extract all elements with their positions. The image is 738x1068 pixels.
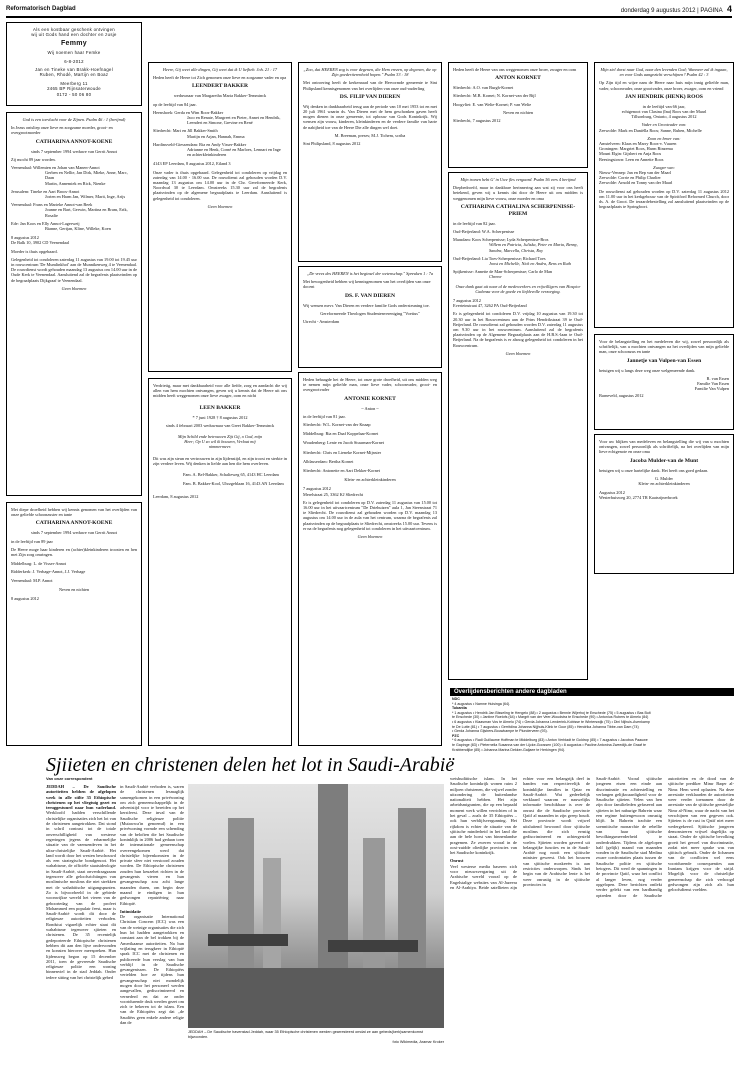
family-heading: Vader en Grootvader van:	[641, 122, 687, 128]
family-line: Veenendaal: Willemien en Johan van Manen-Annot	[11, 165, 100, 171]
kerkenraad-notice-van-dieren	[298, 62, 442, 262]
obituary-footer: Geen bloemen	[207, 203, 233, 209]
family-line: Jaco en Renate, Margreet en Pieter, Annet en Hendrik, Leendert en Simone, Grevine en René	[187, 115, 282, 126]
page-date-number: donderdag 9 augustus 2012 | PAGINA 4	[620, 4, 732, 14]
obituaries-source: Tubantia	[452, 706, 467, 711]
family-line: Neven en nichten	[502, 109, 534, 115]
obituary-leendert-bakker	[148, 62, 292, 372]
obituary-text: Er is gelegenheid tot condoleren op D.V. zaterdag 11 augustus van 15.00 tot 16.00 uur in het uitvaartcentrum "De Driehuizen" aula 1, Jan Steenstraat 71 te Sliedrecht. De rouwdienst zal gehouden worden op D.V. maandag 13 augustus om 14.00 uur in de aula van het centrum, waarna de begrafenis zal plaatsvinden op de begraafplaats te Sliedrecht, omstreeks 15.00 uur. Tevens is er na de begrafenis nog gelegenheid tot condoleren in het uitvaartcentrum.	[303, 499, 437, 531]
family-line: Veenendaal: M.P. Annot	[11, 577, 53, 583]
photo-road	[188, 968, 444, 1028]
obituary-since: sinds 7 september 1994 weduwe van Gerrit Annot	[30, 530, 118, 536]
family-line: Hardinxveld-Giessendam: Ria en Andy Visser-Bakker	[153, 141, 247, 147]
family-line: Zeewolde: Mark en Daniëlla Roos; Sanne, Ruben, Michelle	[599, 127, 702, 133]
family-line: Alblasserdam: Bertha Kornet	[303, 458, 354, 464]
family-line: Ede: Jan Koos en Elly Annot-Lagerweij	[11, 220, 80, 226]
obituary-intro: Met ontroering heeft de kerkenraad van de Hervormde gemeente te Sint Philipsland kennisgenomen van het overlijden van onze oud-ouderling	[303, 80, 437, 91]
family-line: Martin, Annemiek en Rick, Nienke	[45, 180, 106, 186]
obituary-text: Dit was zijn steun en vertrouwen in zijn lijdenstijd, en zijn troost en sterkte in zijn verdere leven. Wij denken in liefde aan hen die hem overleven.	[153, 455, 287, 466]
obituary-signature: Gereformeerde Theologen Studentenvereniging "Voetius"	[320, 310, 420, 316]
article-column-6	[450, 776, 590, 1062]
obituaries-line: * 4 augustus • Namne Huisinga (64).	[452, 701, 511, 706]
obituary-intro: Verdrietig, maar met dankbaarheid voor alle liefde, zorg en aandacht die wij allen van hem mochten ontvangen, geven wij u kennis dat de Heere uit ons midden heeft weggenomen onze lieve zwager, oom en nicht	[153, 383, 287, 399]
thanks-intro: Voor de belangstelling en het medeleven die wij, zowel persoonlijk als schriftelijk, van u mochten ontvangen na het overlijden van mijn geliefde man, onze schoonzus en tante	[599, 339, 729, 355]
family-line: Middelburg: L. de Visser-Annot	[11, 561, 67, 567]
birth-date: 6-8-2012	[64, 58, 84, 64]
deceased-name: CATHARINA ANNOT-KOENE	[35, 520, 113, 527]
photo-road-sign	[208, 934, 288, 946]
thanks-signature: R. van Essen	[706, 375, 729, 381]
birth-siblings: Ruben, Rhodé, Martijn en Boaz	[39, 72, 109, 78]
birth-line: Wij noemen haar Femke	[47, 50, 101, 56]
newspaper-name: Reformatorisch Dagblad	[6, 6, 76, 12]
obituary-anton-kornet	[448, 62, 588, 168]
obituary-since: sinds 7 september 1994 weduwe van Gerrit Annot	[30, 148, 118, 154]
obituary-annot-koene-family	[6, 502, 142, 746]
family-line: Veenendaal: Frans en Marieke Annot-van Beek	[11, 202, 93, 208]
article-photo-jeddah	[188, 784, 444, 1028]
family-line: Maasdam: Koos Scherpenisse; Lyda Scherpenisse-Bros	[453, 237, 549, 243]
page-masthead	[6, 4, 732, 18]
obituaries-line: • 6 augustus • Klaasman Vos te Almelo (74) • Gerda Johanna Lenderink-Kobisse te Winterswijk (75) • Dini Nijhuis-Avenkamp	[452, 719, 650, 724]
obituary-footer: Geen bloemen	[505, 350, 531, 356]
voetius-notice-van-dieren	[298, 266, 442, 368]
page-label: PAGINA	[700, 8, 723, 14]
obituary-footer: Geen bloemen	[357, 534, 383, 540]
obituary-date: 7 augustus 2012	[453, 298, 481, 304]
family-line: Adrianne en Henk, Corné en Marloes, Lennart en Inge	[187, 147, 281, 153]
obituary-intro: Met bewogenheid hebben wij kennisgenomen van het overlijden van onze docent	[303, 279, 431, 290]
family-line: Spijkenisse: Annette de Man-Scherpenisse; Carlo de Man	[453, 269, 553, 275]
photo-tower	[263, 858, 281, 968]
article-headline: Sjiieten en christenen delen het lot in Saudi-Arabië	[46, 754, 455, 776]
family-line: Amstelveen: Klaas en Marry Roos-v. Vuuren	[599, 141, 677, 147]
family-line: Zeewolde: Corrie en Philip Charlier	[599, 175, 661, 181]
birth-phone: 0172 - 50 06 80	[56, 91, 92, 97]
obituary-intro: Met diepe droefheid hebben wij kennis genomen van het overlijden van onze geliefde schoonzuster en tante	[11, 507, 137, 518]
family-line: Sliedrecht: A.O. van Burgh-Kornet	[453, 85, 514, 91]
obituary-since: sinds 4 februari 2003 weduwnaar van Greet Bakker-Temminck	[165, 422, 275, 428]
family-heading: Zwager van:	[653, 164, 675, 170]
family-line: Middelburg: Ria en Daaf Koppelaar-Kornet	[303, 431, 379, 437]
thanks-signature: Klein- en achterkleinkinderen	[638, 481, 690, 487]
obituaries-line: te Enschede (30) • Jantine Roelofs (64) • Margrit van der Veer-Woudstra te Enschede (90) • Antonius Rubers te Almelo (84)	[452, 715, 649, 720]
obituaries-body	[450, 696, 734, 753]
obituary-age: in de leeftijd van 66 jaar,	[642, 103, 686, 109]
obituary-quote: Mijn tranen hebt G' in Uwe fles vergaard. Psalm 56 vers 4 berijmd	[460, 177, 576, 182]
deceased-nickname: ~ Anton ~	[361, 405, 379, 411]
obituaries-line: • Gerda Johanna Gijsbers-Bouwkampe te Plunderveen (93).	[452, 729, 548, 734]
obituary-quote: „Zoo, dat HEEREN zog is voor degenen, die Hem vrezen, op degenen, die op Zijn goedertierenheid hopen." Psalm 33 : 18	[303, 67, 437, 78]
family-line: Oud-Beijerland: Lia Toes-Scherpenisse; Richard Toes	[453, 255, 546, 261]
photo-road-sign	[328, 940, 418, 952]
obituary-age: op de leeftijd van 84 jaar.	[153, 101, 197, 107]
article-lead: JEDDAH – De Saudische autoriteiten hebben de afgelopen week in alle stilte 35 Ethiopische christenen op het vliegtuig gezet en teruggestuurd naar hun vaderland.	[46, 784, 116, 811]
obituary-intro: Heden heeft de Heere van ons weggenomen onze broer, zwager en oom	[453, 67, 577, 72]
family-line: Gerben en Nellie, Jan Dirk, Mieke, Anne, Marc, Daan	[45, 170, 129, 181]
thanks-intro: Voor uw blijken van medeleven en belangstelling die wij van u mochten ontvangen, zowel persoonlijk als schriftelijk, na het overlijden van mijn lieve echtgenote en onze oma	[599, 439, 729, 455]
family-line: Willem en Patricia, Juliska, Peter en Maria, Benny, Sandra, Marcella, Christa, Roy	[489, 242, 579, 253]
obituary-date: 8 augustus 2012	[11, 235, 39, 241]
family-line: Heenshoek: Gerda en Wim Roos-Bakker	[153, 109, 224, 115]
deceased-name: Jannetje van Vulpen-van Essen	[626, 357, 702, 364]
family-line: Bianne, Gertjan, Kline, Willeke, Koen	[45, 226, 111, 232]
family-line: Nieuw-Vennep: Jan en Bep van der Maarl	[599, 170, 672, 176]
thanks-van-vulpen	[594, 334, 734, 430]
deceased-name: DS. FILIP VAN DIEREN	[339, 93, 401, 100]
obituary-age: in de leeftijd van 89 jaar	[11, 538, 53, 544]
obituary-age: Zij mocht 89 jaar worden.	[11, 156, 56, 162]
obituary-address: De Balk 10, 3902 CD Veenendaal	[11, 240, 70, 246]
obituaries-line: * 6 augustus • Radi Guillaume Hoffman te Middelburg (83) • Anton Verbladt te Goldrop (85) • 7 augustus • Jacobus Paauwe	[452, 738, 648, 743]
photo-caption-text: JEDDAH – De Saudische havenstad Jeddah, waar 35 Ethiopische christenen werden gearresteerd omdat ze aan gebeds(kerk)samenkomst bijwoonden.	[188, 1030, 423, 1039]
obituary-intro: Diepbedroefd, maar in dankbare herinnering aan wat zij voor ons heeft betekend, geven wij u kennis dat door de Heere uit ons midden is weggenomen mijn lieve vrouw, onze moeder en oma	[453, 185, 583, 201]
family-line: Klein- en achterkleinkinderen	[344, 477, 396, 483]
obituary-date: 8 augustus 2012	[11, 596, 39, 602]
obituary-footer: Geen bloemen	[61, 285, 87, 291]
obituaries-line: * 1 augustus • Hendrik Jan Bisseling te Hengelo (88) • 2 augustus • Bennie Wijerhoj te Enschede (75) • 5 augustus • Bas Bult	[452, 710, 651, 715]
article-column-2	[120, 784, 184, 1038]
article-body: Werkloofd hadden verschillende christelijke organisaties zich het lot van de christenen aangetrokken. Dat stond in schril contrast tot de totale onverschilligheid van westerse regeringen jegens de erbarmelijke situatie van de vaensendeven in het ultra-christelijke Saudi-Arabië. Het land wordt door het westen beschouwd als een strategische bondgenoot. Het wahabisme, de officiële staatsideologie in Saudi-Arabië, staat onverdraagzaam tegenover alle geloofsrichtingen van moslimische moslims die niet strekken met de wahabitische uitgangspunten. Zo is bijvoorbeeld in de gebiede woonwijkse wereld het vieren van de geboortedag van de profeet Mohammed een populair feest, maar is Saudi-Arabië wordt dit door de religieuze autoriteiten verboden. Rondsiut vigarelijk echter staat dit wahabisme tegenover sjiieten en christenen. De 35 recentelijk gedeporteerde Ethiopische christenen hebben dit aan den lijve ondervonden en konsten hierover meespreken. Hun lijdensweg begon op 15 december 2011, toen de gevreesde Saudische religieuze politie een woning binnenviel in de stad Jeddah. Onder iedere sitting van het christelijk gebed	[46, 810, 116, 980]
deceased-name: CATHARINA ANNOT-KOENE	[35, 138, 113, 145]
family-line: Oud-Beijerland: W.A. Scherpenisse	[453, 229, 515, 235]
page-date: donderdag 9 augustus 2012	[620, 8, 696, 14]
deceased-name: DS. F. VAN DIEREN	[344, 292, 396, 299]
family-line: Fam. A. Bel-Bakker, Schalieweg 65, 4143 HC Leerdam	[183, 472, 279, 478]
obituary-text: Wij denken in dankbaarheid terug aan de periode van 10 mei 1953 tot en met 20 juli 1961 waarin ds. Van Dieren met de hem geschonken gaven heeft mogen dienen in onze gemeente, tot opbouw van Gods Koninkrijk. Wij wensen zijn vrouw, kinderen, kleinkinderen en de verdere familie van harte de nabijheid toe van de Heere Die alle dingen wel doet.	[303, 103, 437, 130]
obituary-address: Merelstraat 25, 3362 KJ Sliedrecht	[303, 491, 364, 497]
family-line: Chrene	[489, 274, 502, 280]
obituary-intro: Heden behaagde het de Heere, tot onze grote droefheid, uit ons midden weg te nemen mijn geliefde man, onze lieve vader, schoonvader, groot- en overgrootvader	[303, 377, 437, 393]
deceased-name: Jacoba Mulder-van de Munt	[629, 457, 699, 464]
birth-address: Meerberg 11	[60, 81, 88, 87]
obituary-address: 4143 EP Leerdam, 8 augustus 2012, Eiland 3	[153, 161, 231, 167]
obituary-age: in de leeftijd van 81 jaar.	[303, 413, 346, 419]
obituary-quote: Mijn ziel dorst naar God, naar den levenden God; Wanneer zal ik ingaan, en voor Gods aangezicht verschijnen? Psalm 42 : 3	[600, 67, 728, 78]
thanks-signature: G. Mulder	[655, 475, 673, 481]
family-line: Jorien en Harm Jan, Wilmer, Marit, Inge, Arijs	[45, 194, 126, 200]
other-newspaper-obituaries	[450, 688, 734, 750]
obituary-text: De Heere moge haar kinderen en (achter)kleinkinderen troosten en hen met Zijn zorg omringen.	[11, 546, 137, 558]
obituary-annot-koene	[6, 112, 142, 496]
obituary-date: Sliedrecht, 7 augustus 2012	[453, 118, 501, 124]
birth-parents: Jan en Tineke van Brakk-Hoefnagel	[35, 66, 113, 72]
birth-announcement	[6, 22, 142, 106]
obituary-address: Everteinstraat 47, 3262 PA Oud-Beijerland	[453, 303, 527, 309]
obituaries-source: NDC	[452, 697, 460, 701]
family-line: Hoogvliet: E. van Welie-Kornet; P. van Welie	[453, 101, 532, 107]
family-line: Mount Elgin: Gijsbert en Anja Roos	[599, 151, 662, 157]
obituary-text: Gelegenheid tot condoleren zaterdag 11 augustus van 19.00 tot 19.45 uur in rouwcentrum 'De Mumlinkhof' aan de Munnikenweg 4 te Veenendaal. De rouwdienst wordt gehouden maandag 13 augustus om 14.00 uur in de Oude Kerk te Veenendaal. Aansluitend zal de begrafenis plaatsvinden op de begraafplaats Dijkgraaf te Veenendaal.	[11, 256, 137, 283]
obituary-scherpenisse-priem	[448, 172, 588, 680]
article-body: De organisatie International Christian Concern (ICC) was een van de weinige organisaties die zich hun lot hadden aangetrokken en constant aan de bel trokken bij de Amerikaanse autoriteiten. Na hun vrijlating en terugkeer in Ethiopië sprak ICC met de christenen en publiceerde hun verslag van hun verblijf in de Saudische gevangenissen. De Ethiopiërs vertelden hoe ze tijdens hun gevangenschap niet mondelijk mogen door het personeel werden aangevallen, gediscrimineerd en vernederd en dat ze onder voortdurende druk werden gezet om zich te bekeren tot de islam. Een van de Ethiopiërs zegt dat „de Saudiërs geen enkele andere religie dan de	[120, 914, 184, 1026]
birth-line: wij uit Gods hand een dochter en zusje	[31, 32, 117, 38]
obituary-quote: God is een toevlucht voor de Zijnen. Psalm 46 : 1 (berijmd)	[22, 117, 126, 122]
obituary-leen-bakker	[148, 378, 292, 746]
obituary-age: in de leeftijd van 82 jaar.	[453, 220, 496, 226]
page-number: 4	[726, 4, 732, 14]
thanks-signature: Familie Van Vulpen	[694, 386, 729, 392]
obituaries-header: Overlijdensberichten andere dagbladen	[450, 688, 734, 696]
article-column-7	[596, 776, 734, 1062]
obituary-text: Onze vader is thuis opgebaard. Gelegenheid tot condoleren op vrijdag en zaterdag van 14.00 - 16.00 uur. De rouwdienst zal gehouden worden D.V. maandag 13 augustus om 14.00 uur in de Chr. Gereformeerde Kerk, Noordwal 30 te Leerdam. Omstreeks 15.30 uur zal de begrafenis plaatsvinden op de algemene begraafplaats te Leerdam. Aansluitend is gelegenheid tot condoleren.	[153, 169, 287, 201]
article-body: in Saudi-Arabië verboden is, waren de christenen lesmaglijk samengekomen in een privéwoning om zich gemeenschappelijk in de adventstijd voor te bereiden op het kerstfeest. Deze inval van de Saudische religieuze politie (Mutawwa'in genoemd) in een privéwoning vormde een schending van de beloften die het Saudische koninklijk in 2006 had gedaan toen de internationale gemeenschap overeengekomen werd dat christelijke bijeenkomsten in de private sfeer niet verstoord zouden worden. De Ethiopische christenen zouden hun keuzehet richten in de gevangenis vieren en hun gevangenschap zou acht lange maanden duren, om begin deze maand te eindigen in hun gedwongen repatriëring naar Ethiopië.	[120, 784, 184, 906]
family-line: Sliedrecht: Chris en Lieneke Kornet-Mijnster	[303, 449, 382, 455]
article-body: Veel westerse media baseren zich voor nieuwsvergaring uit de Arabische wereld vooral op de Engelstalige websites van Al-Jazeera en Al-Arabiya. Beide satellieten zijn echter voor een belangrijk deel in handen van respectievelijk de koninklijke families in Qatar en Saudi-Arabië. Wat gedeeltelijk verklaard waarom er nauwelijks informatie beschikbaar is over de onrust die de Saudische provincie Qatif al maanden in zijn greep houdt. Deze provincie wordt vrijwel uitsluitend bewoond door sjiitische moslims die zich ernstig gediscrimineerd en achtergesteld voelen. Sjiieten worden gaveerd uit belangrijke functies en in de Saudi-Arabië nog nooit een sjiitische minister geweest. Ook het bouwen van sjiitische moskeeën is aan restricties onderworpen. Sinds het begin van de Arabische lente is het weer onrustig in de sjiitische provincies in	[450, 776, 590, 890]
obituary-intro: Op Zijn tijd en wijze nam de Heere naar huis mijn innig geliefde man, vader, schoonvader, onze grootvader, onze broer, zwager, oom en vriend	[599, 80, 729, 91]
family-line: Sliedrecht: Antonette en Aart Dekker-Kornet	[303, 468, 380, 474]
obituary-signature: M. Breeman, preses; M.J. Tichem, scriba	[334, 132, 406, 138]
obituary-antonie-kornet	[298, 372, 442, 746]
obituary-jan-hendrik-roos	[594, 62, 734, 328]
article-body: Saudi-Arabië. Vooral sjiitische jongeren eisen een einde aan discriminatie en achterstelling en verlangen gelijkwaardigheid voor de Saudische sjiieten. Velen van hen zijn door familieleden gefaseerd aan sjiieten in het naburige Bahrein waar een regime buitengewoon onrustig blijft. In Bahrein trachtte een soennitische monarchie de rebellie van haar sjiitische bevolkingsmeerderheid te onderdrukken. Tijdens de afgelopen half (gelijk) maand van maanden vonden in de Saudische stad Medina zware confrontaties plaats tussen de Saudische politie en sjiitische betogers. Dit werd de spanningen in de provincie Qatif, waar het conflict al langer leven, nog verder opgelopen. Deze berichten ontlekt verder gelekt van een hardhandig optreden door de Saudische autoriteiten en de dood van de sjiitische prediker Mimr Baqer al-Nimr. Hem werd oplaaien. Na deze arrestatie verklaarden de autoriteiten weer verder toenamen door de arrestatie van de sjiitische geestelijke Nimr al-Nimr, waar de nacht van het verschijnen van een gegeven ook. Sjiieten is de rust in Qatif niet meer wedergekeerd. Sjiitische jongeren demonstreren vrijwel dagelijks op straat. Onder de sjiitische bevolking groeit het gevoel van discriminatie, zodat niet meer sprake was van sjiitisch gebruik. Onder de lichamen van de conflicten wel eens voortdurende consequenties aan Iranians krijgen voor de strijd. Mogelijk voor de christelijke gemeenschap die zich verhoogd gedwongen zijn zich als hun geloofsdienst voelden.	[596, 776, 734, 898]
family-line: Sliedrecht: M.B. Kornet; N. Kornet-van der Bijl	[453, 93, 536, 99]
obituary-date: Sint Philipsland, 8 augustus 2012	[303, 141, 361, 147]
article-subheading: Intimidatie	[120, 908, 141, 914]
article-body: wetsbudittische islam. In het Saudische koninkrijk wonen ruim 2 miljoen christenen, die vrijwel zonder uitzondering de buitenlandse nationaliteit hebben. Het zijn arbeidsmigranten, die op een bepaald moment werk willen verrichten of in het geval – zoals de 35 Ethiopiërs – ook hun verblijfsvergunning. Het rijkdom is echter de situatie van de sjiitische minderheid in het land die aan de hele horst van binnenlandse pragemen. Ze zweren vooral in de oost-zuidde oliedijke provincies van het Saudische koninkrijk.	[450, 776, 517, 856]
article-column-1	[46, 784, 116, 980]
family-line: Fam. B. Bakker-Kool, Uhrzgeblaan 16, 4143 AN Leerdam	[183, 481, 284, 487]
birth-address: 2465 BP Rijnsaterwoude	[47, 86, 101, 92]
obituary-intro: Heden heeft de Heere tot Zich genomen onze lieve en zorgzame vader en opa	[153, 75, 287, 81]
thanks-mulder	[594, 434, 734, 574]
obituaries-line: te Gapinge (83) • Pieternella Susanna van der Lijcke-Goossen (100) • 8 augustus • Pauline Antonina Zweedijk-de Graaf te	[452, 742, 646, 747]
obituary-text: Wij wensen mevr. Van Dieren en verdere familie Gods ondersteuning toe.	[303, 302, 430, 308]
obituary-note: Onze dank gaat uit naar al de medewerkers en vrijwilligers van Hospice Cadenza voor de goede en liefdevolle verzorging.	[455, 283, 581, 294]
obituary-quote: „De vrees des HEEREN is het beginsel der wetenschap." Spreuken 1 : 7a	[306, 271, 434, 276]
obituary-intro: In Jezus ontsliep onze lieve en zorgzame moeder, groot- en overgrootmoeder	[11, 125, 113, 136]
obituary-since: weduwnaar van Margaretha Maria Bakker-Temminck	[173, 93, 267, 99]
family-line: Sliedrecht: Mari en Jill Bakker-Smith	[153, 128, 218, 134]
family-line: Woudenberg: Lenie en Jacob Stuurman-Kornet	[303, 440, 384, 446]
thanks-text: betuigen wij u onze hartelijke dank. Het heeft ons goed gedaan.	[599, 467, 709, 473]
obituary-quote: Heere, Gij weet alle dingen, Gij weet dat ik U liefheb. Joh. 21 : 17	[162, 67, 278, 72]
obituary-date: Leerdam, 8 augustus 2012	[153, 494, 199, 500]
obituary-date: 7 augustus 2012	[303, 486, 331, 492]
baby-name: Femmy	[60, 40, 87, 48]
family-line: Martijn en Arjan, Hannah, Emma	[187, 133, 245, 139]
birth-line: Als een kostbaar geschenk ontvingen	[33, 27, 115, 32]
deceased-name: LEENDERT BAKKER	[191, 83, 249, 90]
obituaries-source: PZC	[452, 733, 460, 738]
deceased-name: ANTONIE KORNET	[344, 395, 396, 402]
family-line: Joost en Michelle, Nick en Andra, Rens en Ruth	[489, 261, 572, 267]
family-line: Groningen: Margriet Roos, Harm Rinzema	[599, 146, 673, 152]
photo-caption	[188, 1030, 444, 1044]
family-line: Zeewolde: Arnold en Tonny van der Maarl	[599, 180, 673, 186]
obituaries-line: Krabbendijke (85) • Johanna Marina Dekker-Galjaee te Herkingen (94).	[452, 747, 566, 752]
obituary-place: Tillsonburg, Ontario, 4 augustus 2012	[631, 114, 697, 120]
thanks-date: Augustus 2012	[599, 490, 625, 496]
thanks-signature: Familie Van Essen	[697, 381, 729, 387]
family-line: Sliedrecht: W.L. Kornet-van der Knaap	[303, 422, 371, 428]
family-line: Joanne en Bart, Gerwin, Martina en Bram, Erik, Rosalie	[45, 207, 129, 218]
deceased-name: JAN HENDRIK (HENK) ROOS	[625, 93, 703, 100]
thanks-address: Westerbuisweg 20, 2774 TR Kaatsrijnerbroek	[599, 495, 678, 501]
obituary-nephews: Neven en nichten	[58, 586, 90, 592]
obituary-poem: Mijn Schild ende betrouwen Zijt Gij, o God, mijn Heer; Op U zo wil ik bouwen, Verlaat mij nimmermeer.	[177, 434, 263, 450]
family-line: Ridderkerk: J. Verhage-Annot, J.J. Verhage	[11, 569, 86, 575]
obituary-text: De rouwdienst zal gehouden worden op D.V. zaterdag 11 augustus 2012 om 11.00 uur in het kerkgebouw van de Spiritford Reformed Church, door ds. A. de Groot. De teraardebestelling zal aansluitend plaatsvinden op de begraafplaats te Springfoort.	[599, 188, 729, 210]
family-line: Jerusalem: Tineke en Aart Broos-Annot	[11, 188, 80, 194]
thanks-date: Barneveld, augustus 2012	[599, 393, 644, 399]
family-heading: Zoon en broer van:	[647, 135, 681, 141]
thanks-text: betuigen wij u langs deze weg onze welgemeende dank.	[599, 367, 696, 373]
obituaries-line: te De Lutte (81) • 7 augustus • Gerritdina Johanna Nijjhuis-Klink te Goor (85) • Hendrika Johanna Tibbe-van Dam (74)	[452, 724, 639, 729]
obituary-note: Moeder is thuis opgebaard.	[11, 248, 58, 254]
family-line: Beesingstown: Leen en Annette Roos	[599, 156, 664, 162]
article-subheading: Onrust	[450, 858, 464, 864]
deceased-name: ANTON KORNET	[495, 75, 541, 82]
obituary-date: Utrecht - Amsterdam	[303, 319, 340, 325]
article-byline: Van onze correspondent	[46, 776, 93, 781]
family-line: en achterkleinkinderen	[187, 152, 227, 158]
obituary-text: Er is gelegenheid tot condoleren D.V. vrijdag 10 augustus van 19.30 tot 20.30 uur in het Rouwcentrum aan de Prins Hendrikstraat 39 te Oud-Beijerland. De rouwdienst zal gehouden worden D.V. zaterdag 11 augustus om 9.30 uur in het rouwcentrum. Aansluitend zal de begrafenis plaatsvinden op de Algemene Begraafplaats aan de H.B.S.-laan te Oud-Beijerland. Na de begrafenis is er alsnog gelegenheid tot condoleren in het Rouwcentrum.	[453, 311, 583, 348]
deceased-name: LEEN BAKKER	[199, 404, 241, 411]
photo-credit: foto Wikimedia, Aramar Kroker	[392, 1039, 444, 1044]
deceased-name: CATHARINA CATHALINA SCHERPENISSE-PRIEM	[460, 203, 576, 217]
obituary-dates: * 7 juni 1928 † 8 augustus 2012	[192, 414, 248, 420]
obituary-since: echtgenoot van Clasina (Ina) Roos van der Maarl	[621, 109, 707, 115]
